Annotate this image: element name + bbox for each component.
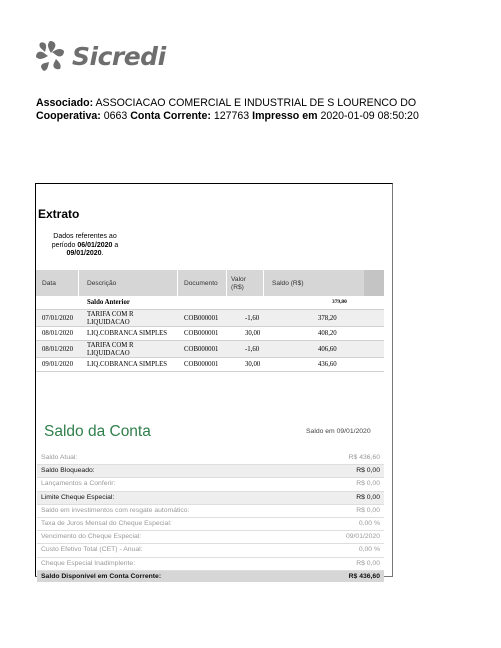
balance-row — [37, 544, 384, 557]
row-valor: 30,00 — [245, 361, 261, 368]
col-valor: Valor (R$) — [231, 276, 246, 291]
conta-label: Conta Corrente: — [130, 109, 211, 122]
balance-label: Saldo Bloqueado: — [41, 467, 95, 475]
opening-balance-row — [36, 296, 384, 310]
row-date: 08/01/2020 — [42, 346, 73, 353]
balance-label: Vencimento do Cheque Especial: — [41, 533, 142, 541]
cooperativa-value: 0663 — [103, 109, 128, 122]
balance-value: R$ 0,00 — [356, 506, 380, 514]
balance-value: R$ 0,00 — [356, 493, 380, 501]
balance-value: R$ 436,60 — [348, 454, 380, 461]
balance-value: R$ 0,00 — [356, 467, 380, 475]
balance-row — [37, 452, 384, 465]
conta-value: 127763 — [213, 109, 250, 122]
sicredi-logo-icon — [34, 39, 66, 73]
associado-label: Associado: — [36, 97, 94, 109]
balance-value: R$ 436,60 — [348, 572, 380, 580]
table-scroll-gutter — [364, 270, 384, 296]
row-document: COB000001 — [184, 330, 219, 337]
row-description: TARIFA COM R LIQUIDACAO — [87, 342, 134, 357]
col-descricao: Descrição — [87, 280, 117, 287]
period-suffix: . — [101, 250, 104, 258]
saldo-title: Saldo da Conta — [44, 423, 151, 440]
row-saldo: 408,20 — [318, 330, 337, 337]
period-end: 09/01/2020 — [66, 250, 102, 258]
balance-value: R$ 0,00 — [356, 559, 380, 567]
impresso-value: 2020-01-09 08:50:20 — [320, 109, 419, 122]
brand-name: Sicredi — [72, 41, 166, 71]
balance-value: 09/01/2020 — [345, 533, 380, 541]
row-date: 09/01/2020 — [42, 361, 73, 368]
balance-label: Taxa de Juros Mensal do Cheque Especial: — [41, 519, 172, 527]
impresso-label: Impresso em — [252, 109, 318, 122]
row-saldo: 378,20 — [318, 315, 337, 322]
sicredi-logo — [34, 36, 166, 76]
associado-line — [36, 97, 419, 110]
period-start: 06/01/2020 — [77, 241, 113, 249]
row-document: COB000001 — [184, 315, 219, 322]
row-saldo: 406,60 — [318, 346, 337, 353]
table-row — [36, 358, 384, 372]
balance-label: Custo Efetivo Total (CET) - Anual: — [41, 546, 143, 554]
statement-frame — [35, 183, 393, 580]
balance-value: R$ 0,00 — [356, 480, 380, 488]
row-document: COB000001 — [184, 361, 219, 368]
balance-label: Lançamentos a Conferir: — [41, 480, 116, 488]
balance-row — [37, 531, 384, 544]
statement-table-header — [36, 270, 384, 296]
table-row — [36, 327, 384, 341]
period-text — [46, 233, 124, 259]
balance-row — [37, 558, 384, 571]
account-header — [36, 97, 419, 122]
period-mid: a — [114, 241, 119, 249]
saldo-date: Saldo em 09/01/2020 — [306, 428, 371, 435]
balance-label: Saldo Atual: — [41, 454, 78, 461]
extrato-title: Extrato — [38, 207, 80, 221]
row-date: 07/01/2020 — [42, 315, 73, 322]
col-documento: Documento — [184, 280, 218, 287]
row-saldo: 436,60 — [318, 361, 337, 368]
col-saldo: Saldo (R$) — [272, 280, 304, 287]
col-data: Data — [42, 280, 56, 287]
balance-list — [37, 452, 384, 582]
balance-label: Cheque Especial Inadimplente: — [41, 559, 136, 567]
row-valor: -1,60 — [245, 346, 260, 353]
row-description: TARIFA COM R LIQUIDACAO — [87, 311, 134, 326]
row-description: LIQ.COBRANCA SIMPLES — [87, 330, 168, 337]
row-document: COB000001 — [184, 346, 219, 353]
balance-value: 0,00 % — [358, 546, 380, 554]
balance-row — [37, 518, 384, 531]
row-date: 08/01/2020 — [42, 330, 73, 337]
statement-rows — [36, 296, 384, 372]
balance-value: 0,00 % — [358, 519, 380, 527]
row-valor: -1,60 — [245, 315, 260, 322]
cooperativa-label: Cooperativa: — [36, 109, 101, 122]
balance-row — [37, 492, 384, 505]
opening-label: Saldo Anterior — [87, 299, 130, 306]
balance-row — [37, 478, 384, 491]
balance-row — [37, 465, 384, 478]
opening-value: 379,80 — [332, 299, 347, 305]
row-description: LIQ.COBRANCA SIMPLES — [87, 361, 168, 368]
balance-row — [37, 571, 384, 582]
associado-value: ASSOCIACAO COMERCIAL E INDUSTRIAL DE S LOURENCO DO — [95, 97, 417, 109]
period-prefix: Dados referentes ao período — [51, 233, 117, 249]
balance-label: Limite Cheque Especial: — [41, 493, 115, 501]
balance-row — [37, 505, 384, 518]
balance-label: Saldo em investimentos com resgate automático: — [41, 506, 190, 514]
row-valor: 30,00 — [245, 330, 261, 337]
table-row — [36, 341, 384, 358]
balance-label: Saldo Disponível em Conta Corrente: — [41, 572, 162, 580]
table-row — [36, 310, 384, 327]
cooperativa-line — [36, 110, 419, 123]
